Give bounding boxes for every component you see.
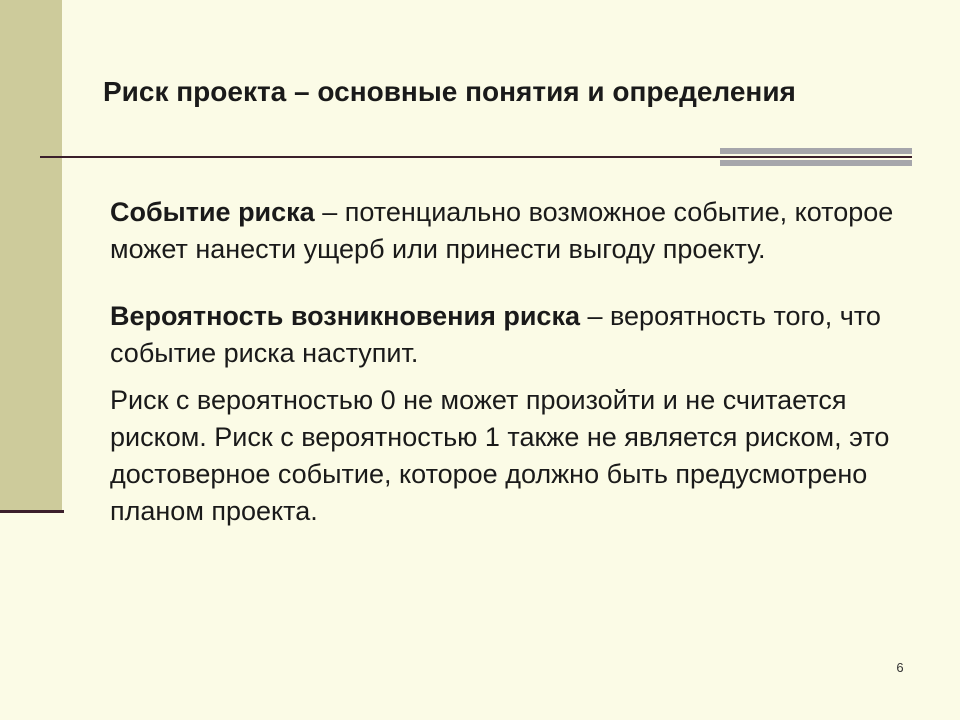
definition-risk-probability: [110, 298, 920, 372]
definition-risk-event-text: – потенциально возможное событие, которое может нанести ущерб или принести выгоду проекту.: [110, 197, 894, 264]
slide-title-rest: – основные понятия и определения: [286, 76, 796, 107]
term-risk-event: Событие риска: [110, 197, 315, 227]
slide-title-main: Риск проекта: [103, 76, 287, 107]
title-accent-line-bottom: [720, 160, 912, 166]
side-bar-decoration: [0, 0, 62, 512]
page-number: 6: [896, 660, 904, 675]
definition-risk-event: [110, 194, 920, 268]
title-accent-line-top: [720, 148, 912, 154]
side-bar-rule: [0, 510, 64, 513]
definition-risk-probability-text: – вероятность того, что событие риска наступит.: [110, 301, 881, 368]
slide-title: [103, 74, 943, 110]
title-accent: [720, 148, 912, 166]
probability-explanation: Риск с вероятностью 0 не может произойти и не считается риском. Риск с вероятностью 1 также не является риском, это достоверное событие, которое должно быть предусмотрено планом проекта.: [110, 385, 890, 526]
slide-body: [110, 194, 920, 530]
term-risk-probability: Вероятность возникновения риска: [110, 301, 580, 331]
